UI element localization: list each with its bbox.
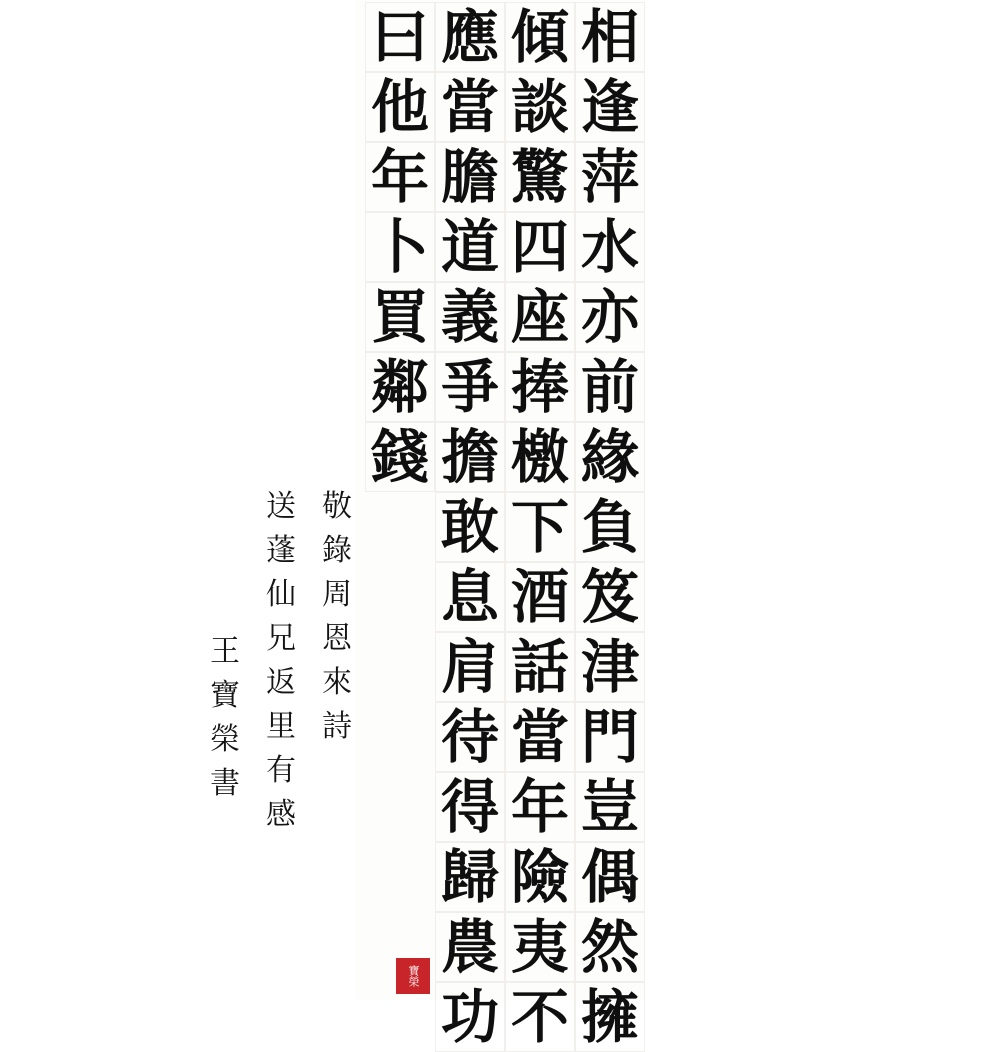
poem-glyph: 緣 — [580, 423, 639, 491]
poem-cell — [435, 772, 505, 842]
inscription-cell — [309, 617, 365, 661]
poem-glyph: 險 — [510, 843, 569, 911]
poem-cell — [435, 282, 505, 352]
inscription-cell — [309, 573, 365, 617]
poem-glyph: 門 — [580, 703, 639, 771]
inscription-cell — [253, 705, 309, 749]
poem-cell — [435, 982, 505, 1052]
inscription-cell — [197, 762, 253, 806]
poem-cell — [435, 842, 505, 912]
inscription-cell — [197, 674, 253, 718]
inscription-glyph: 敬 — [322, 489, 352, 524]
poem-glyph: 話 — [510, 633, 569, 701]
artist-seal-stamp — [396, 958, 430, 994]
poem-cell — [435, 72, 505, 142]
poem-cell — [365, 282, 435, 352]
inscription-column-2 — [253, 0, 309, 837]
poem-cell — [505, 702, 575, 772]
inscription-glyph: 王 — [210, 634, 240, 669]
poem-cell — [365, 422, 435, 492]
poem-glyph: 待 — [440, 703, 499, 771]
poem-glyph: 負 — [580, 493, 639, 561]
poem-glyph: 逢 — [580, 73, 639, 141]
poem-glyph: 道 — [440, 213, 499, 281]
inscription-glyph: 寶 — [210, 678, 240, 713]
poem-cell — [435, 142, 505, 212]
poem-cell — [575, 422, 645, 492]
poem-glyph: 錢 — [370, 423, 429, 491]
poem-cell — [505, 282, 575, 352]
poem-cell — [505, 562, 575, 632]
inscription-column-3 — [197, 0, 253, 806]
inscription-cell — [253, 661, 309, 705]
poem-glyph: 驚 — [510, 143, 569, 211]
poem-glyph: 傾 — [510, 3, 569, 71]
poem-glyph: 鄰 — [370, 353, 429, 421]
inscription-glyph: 榮 — [210, 722, 240, 757]
poem-glyph: 下 — [510, 493, 569, 561]
poem-cell — [505, 982, 575, 1052]
poem-glyph: 津 — [580, 633, 639, 701]
poem-cell — [365, 72, 435, 142]
inscription-cell — [197, 630, 253, 674]
poem-cell — [575, 72, 645, 142]
inscription-glyph: 來 — [322, 665, 352, 700]
poem-cell — [575, 142, 645, 212]
poem-glyph: 膽 — [440, 143, 499, 211]
inscription-cell — [253, 529, 309, 573]
poem-glyph: 擔 — [440, 423, 499, 491]
poem-cell — [435, 212, 505, 282]
inscription-cell — [253, 573, 309, 617]
inscription-cell — [253, 793, 309, 837]
poem-glyph: 酒 — [510, 563, 569, 631]
poem-cell — [435, 562, 505, 632]
poem-glyph: 得 — [440, 773, 499, 841]
poem-glyph: 夷 — [510, 913, 569, 981]
poem-glyph: 檄 — [510, 423, 569, 491]
poem-cell — [575, 2, 645, 72]
poem-cell — [435, 912, 505, 982]
poem-cell — [365, 142, 435, 212]
poem-cell — [505, 632, 575, 702]
poem-glyph: 不 — [510, 983, 569, 1051]
poem-glyph: 豈 — [580, 773, 639, 841]
poem-cell — [575, 212, 645, 282]
inscription-glyph: 里 — [266, 709, 296, 744]
poem-cell — [505, 142, 575, 212]
poem-column-2 — [505, 0, 575, 1052]
poem-glyph: 偶 — [580, 843, 639, 911]
poem-glyph: 農 — [440, 913, 499, 981]
inscription-glyph: 兄 — [266, 621, 296, 656]
poem-glyph: 肩 — [440, 633, 499, 701]
poem-cell — [435, 702, 505, 772]
poem-cell — [575, 282, 645, 352]
inscription-cell — [309, 529, 365, 573]
inscription-glyph: 返 — [266, 665, 296, 700]
poem-glyph: 應 — [440, 3, 499, 71]
poem-glyph: 水 — [580, 213, 639, 281]
poem-cell — [575, 772, 645, 842]
inscription-cell — [253, 485, 309, 529]
calligraphy-scroll — [210, 0, 645, 1051]
poem-cell — [505, 772, 575, 842]
poem-glyph: 談 — [510, 73, 569, 141]
poem-cell — [435, 632, 505, 702]
poem-glyph: 萍 — [580, 143, 639, 211]
poem-cell — [435, 422, 505, 492]
poem-cell — [505, 72, 575, 142]
poem-cell — [435, 2, 505, 72]
poem-glyph: 相 — [580, 3, 639, 71]
poem-column-4 — [365, 0, 435, 492]
inscription-glyph: 仙 — [266, 577, 296, 612]
poem-glyph: 擁 — [580, 983, 639, 1051]
poem-cell — [435, 352, 505, 422]
inscription-glyph: 詩 — [322, 709, 352, 744]
inscription-cell — [309, 705, 365, 749]
poem-glyph: 亦 — [580, 283, 639, 351]
poem-glyph: 義 — [440, 283, 499, 351]
poem-glyph: 敢 — [440, 493, 499, 561]
poem-cell — [575, 912, 645, 982]
poem-glyph: 前 — [580, 353, 639, 421]
poem-glyph: 買 — [370, 283, 429, 351]
seal-text: 寶榮 — [407, 965, 420, 987]
poem-cell — [575, 562, 645, 632]
poem-cell — [575, 492, 645, 562]
poem-glyph: 息 — [440, 563, 499, 631]
poem-glyph: 卜 — [370, 213, 429, 281]
poem-glyph: 然 — [580, 913, 639, 981]
inscription-cell — [253, 749, 309, 793]
poem-cell — [575, 982, 645, 1052]
inscription-glyph: 有 — [266, 753, 296, 788]
poem-glyph: 年 — [370, 143, 429, 211]
poem-cell — [575, 842, 645, 912]
poem-glyph: 捧 — [510, 353, 569, 421]
poem-cell — [505, 842, 575, 912]
poem-cell — [505, 912, 575, 982]
poem-cell — [365, 212, 435, 282]
inscription-glyph: 蓬 — [266, 533, 296, 568]
poem-cell — [505, 2, 575, 72]
inscription-glyph: 恩 — [322, 621, 352, 656]
inscription-cell — [197, 718, 253, 762]
poem-cell — [505, 212, 575, 282]
poem-cell — [365, 2, 435, 72]
poem-cell — [575, 352, 645, 422]
calligraphy-columns — [210, 0, 645, 1051]
poem-cell — [505, 352, 575, 422]
inscription-cell — [309, 485, 365, 529]
poem-glyph: 笈 — [580, 563, 639, 631]
poem-glyph: 座 — [510, 283, 569, 351]
poem-glyph: 爭 — [440, 353, 499, 421]
poem-glyph: 曰 — [370, 3, 429, 71]
inscription-glyph: 錄 — [322, 533, 352, 568]
inscription-glyph: 書 — [210, 766, 240, 801]
poem-glyph: 當 — [440, 73, 499, 141]
poem-cell — [575, 702, 645, 772]
poem-cell — [435, 492, 505, 562]
inscription-column-1 — [309, 0, 365, 749]
inscription-glyph: 周 — [322, 577, 352, 612]
poem-cell — [575, 632, 645, 702]
poem-glyph: 當 — [510, 703, 569, 771]
poem-glyph: 年 — [510, 773, 569, 841]
poem-cell — [365, 352, 435, 422]
poem-glyph: 四 — [510, 213, 569, 281]
poem-cell — [505, 422, 575, 492]
inscription-cell — [309, 661, 365, 705]
inscription-cell — [253, 617, 309, 661]
poem-column-1 — [575, 0, 645, 1052]
inscription-glyph: 感 — [266, 797, 296, 832]
poem-glyph: 歸 — [440, 843, 499, 911]
poem-cell — [505, 492, 575, 562]
poem-glyph: 功 — [440, 983, 499, 1051]
poem-glyph: 他 — [370, 73, 429, 141]
poem-column-3 — [435, 0, 505, 1052]
inscription-glyph: 送 — [266, 489, 296, 524]
